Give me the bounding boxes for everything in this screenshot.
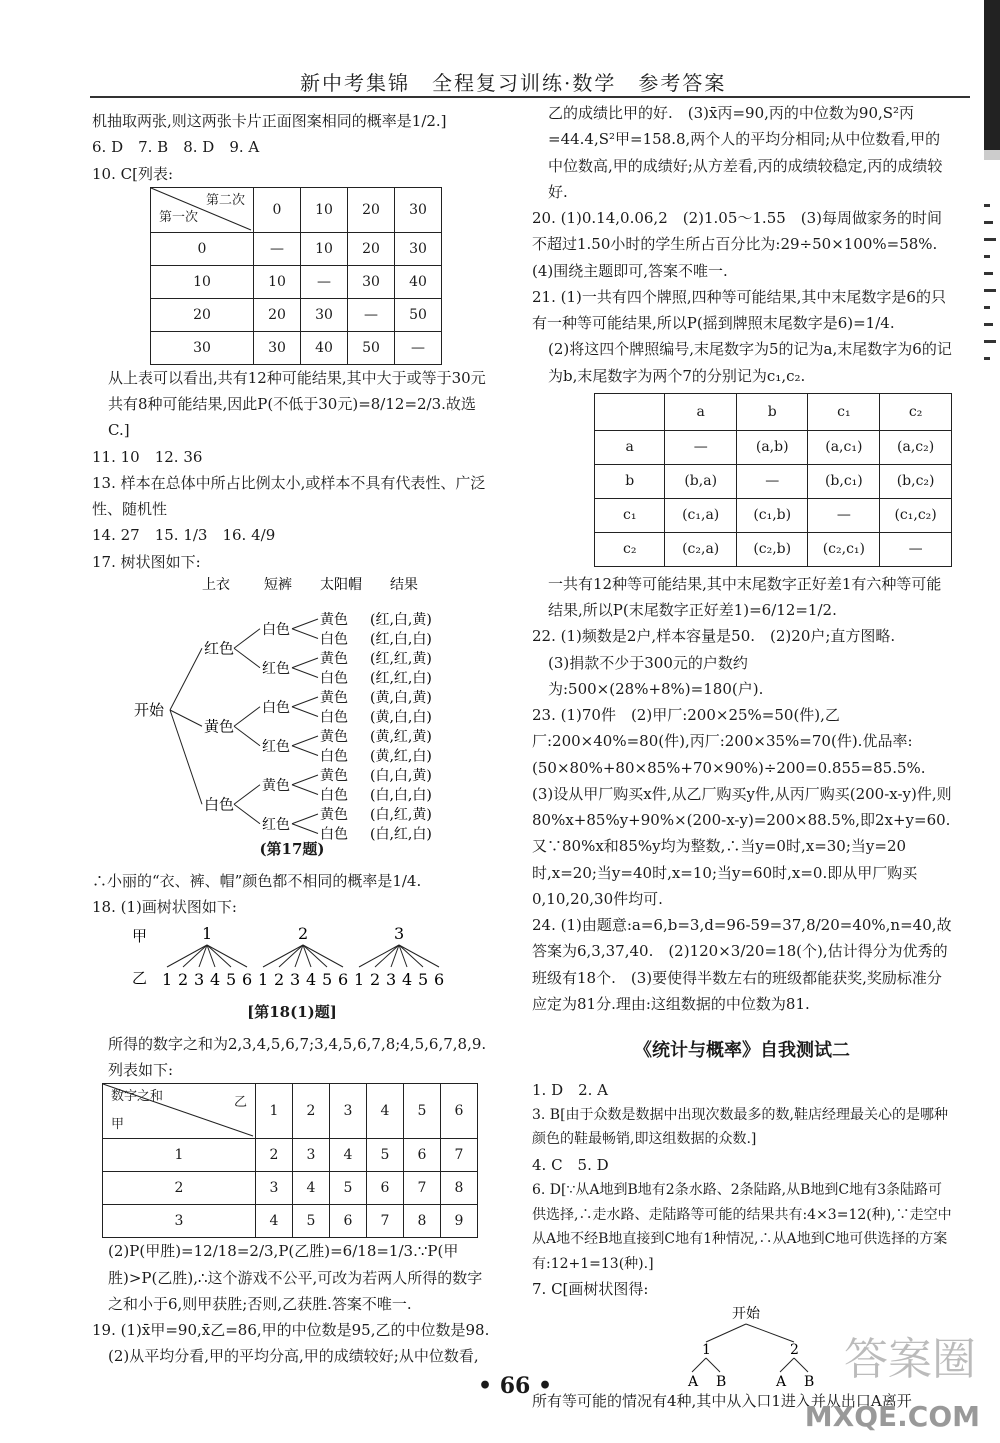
ans-6-9: 6. D 7. B 8. D 9. A — [92, 138, 260, 157]
tree17-level2: 红色 — [262, 660, 290, 677]
ans-22-3: (3)捐款不少于300元的户数约为:500×(28%+8%)=180(户). — [548, 653, 764, 698]
t10-cell: 40 — [301, 331, 348, 364]
tree18-yi: 乙 — [132, 968, 148, 987]
watermark-logo: 答案圈 — [844, 1334, 976, 1385]
t10-cell: 30 — [348, 265, 395, 298]
tree18-leaf: 6 — [338, 969, 349, 989]
t18-cell: 6 — [367, 1172, 404, 1205]
tree17-result: (红,红,白) — [370, 670, 432, 687]
ans-13: 13. 样本在总体中所占比例太小,或样本不具有代表性、广泛性、随机性 — [92, 473, 486, 518]
tree17-level3: 白色 — [320, 787, 348, 804]
t18-col: 4 — [367, 1084, 404, 1139]
t10-cell: 20 — [151, 298, 254, 331]
tree-branch — [292, 824, 318, 834]
table-q21 — [594, 393, 952, 567]
t21-col: a — [665, 393, 737, 430]
tree17-result: (黄,白,黄) — [370, 689, 432, 706]
t21-cell: (a,c₂) — [880, 430, 952, 464]
t21-cell: b — [595, 464, 665, 498]
tree17-level3: 白色 — [320, 709, 348, 726]
tree17-result: (黄,红,白) — [370, 748, 432, 765]
t10-head-left: 第一次 — [159, 210, 199, 225]
ans-18-2: (2)P(甲胜)=12/18=2/3,P(乙胜)=6/18=1/3.∵P(甲胜)>P(乙胜),∴这个游戏不公平,可改为若两人所得的数字之和小于6,则甲获胜;否则,乙获胜.答案不唯一. — [108, 1242, 483, 1313]
edge-mark — [984, 204, 990, 207]
t18-cell: 3 — [256, 1172, 293, 1205]
t18-cell: 4 — [330, 1139, 367, 1172]
left-column — [92, 108, 492, 1370]
table-q10-corner — [151, 187, 254, 232]
tree18-leaf: 4 — [306, 969, 317, 989]
ans-14-16: 14. 27 15. 1/3 16. 4/9 — [92, 526, 276, 545]
tree-branch — [234, 726, 260, 746]
ans-21-result: 一共有12种等可能结果,其中末尾数字正好差1有六种等可能结果,所以P(末尾数字正好差1)=6/12=1/2. — [548, 574, 942, 619]
edge-mark — [984, 255, 990, 258]
tree18-leaf: 3 — [290, 969, 301, 989]
tree-branch — [234, 707, 260, 727]
t21-cell: c₁ — [595, 498, 665, 532]
tree-branch — [234, 804, 260, 824]
ans-19-2: (2)从平均分看,甲的平均分高,甲的成绩较好;从中位数看, — [108, 1347, 479, 1366]
tree18-leaf: 6 — [242, 969, 253, 989]
t21-cell: — — [880, 532, 952, 566]
tree7-mid: 2 — [790, 1342, 799, 1359]
t10-cell: — — [254, 232, 301, 265]
t18-head-jia: 甲 — [111, 1116, 125, 1132]
edge-mark — [984, 221, 993, 224]
tree17-result: (黄,白,白) — [370, 709, 432, 726]
t10-col: 20 — [348, 187, 395, 232]
t10-cell: 30 — [254, 331, 301, 364]
tree18-leaf: 4 — [402, 969, 413, 989]
tree-branch — [706, 1324, 746, 1342]
t21-cell: (c₁,a) — [665, 498, 737, 532]
tree17-header: 结果 — [390, 576, 418, 593]
t18-head-yi: 乙 — [233, 1095, 247, 1111]
tree-branch — [234, 648, 260, 668]
t21-cell: — — [665, 430, 737, 464]
edge-mark — [984, 238, 996, 241]
tree7-leaf: B — [716, 1374, 727, 1391]
t18-cell: 8 — [404, 1205, 441, 1238]
tree18-leaf: 1 — [162, 969, 173, 989]
tree18-leaf: 3 — [386, 969, 397, 989]
tree17-header: 短裤 — [264, 576, 292, 593]
tree-branch — [292, 668, 318, 678]
t10-cell: 10 — [301, 232, 348, 265]
t18-cell: 7 — [441, 1139, 478, 1172]
tree17-result: (白,白,黄) — [370, 767, 432, 784]
tree-branch — [234, 785, 260, 805]
tree18-leaf: 5 — [322, 969, 333, 989]
tree18-leaf: 2 — [274, 969, 285, 989]
test2-ans-7-tail: 所有等可能的情况有4种,其中从入口1进入并从出口A离开 — [532, 1392, 912, 1411]
t10-cell: 30 — [301, 298, 348, 331]
tree17-result: (红,白,白) — [370, 631, 432, 648]
tree17-result: (红,红,黄) — [370, 650, 432, 667]
page-edge-tab — [984, 0, 1000, 160]
t18-col: 6 — [441, 1084, 478, 1139]
tree-branch — [746, 1324, 794, 1342]
tree18-top: 2 — [298, 923, 309, 943]
table-q18-corner — [103, 1084, 256, 1139]
t10-col: 0 — [254, 187, 301, 232]
tree-diagram-q17 — [92, 575, 492, 843]
tree18-top: 1 — [202, 923, 213, 943]
t21-cell: (a,b) — [736, 430, 808, 464]
tree18-leaf: 3 — [194, 969, 205, 989]
tree18-jia: 甲 — [132, 926, 148, 945]
t10-col: 10 — [301, 187, 348, 232]
edge-mark — [984, 289, 996, 292]
tree17-result: (白,白,白) — [370, 787, 432, 804]
t18-cell: 7 — [367, 1205, 404, 1238]
ans-10-explain: 从上表可以看出,共有12种可能结果,其中大于或等于30元共有8种可能结果,因此P(不低于30元)=8/12=2/3.故选C.] — [108, 368, 486, 440]
t21-col: b — [736, 393, 808, 430]
edge-mark — [984, 272, 993, 275]
edge-mark — [984, 306, 990, 309]
t18-cell: 8 — [441, 1172, 478, 1205]
tree17-header: 上衣 — [202, 576, 230, 593]
t18-cell: 3 — [103, 1205, 256, 1238]
tree18-leaf: 5 — [226, 969, 237, 989]
t21-col: c₂ — [880, 393, 952, 430]
t10-cell: — — [348, 298, 395, 331]
t10-cell: 10 — [254, 265, 301, 298]
t18-cell: 4 — [256, 1205, 293, 1238]
tree7-leaf: B — [804, 1374, 815, 1391]
tree17-level1: 白色 — [204, 795, 235, 813]
tree-branch — [292, 775, 318, 785]
t21-cell: (b,c₂) — [880, 464, 952, 498]
t18-cell: 6 — [404, 1139, 441, 1172]
t18-cell: 2 — [256, 1139, 293, 1172]
tree7-leaf: A — [688, 1374, 699, 1391]
tree-branch — [292, 697, 318, 707]
tree-branch — [292, 814, 318, 824]
tree18-top: 3 — [394, 923, 405, 943]
t18-cell: 4 — [293, 1172, 330, 1205]
ans-11-12: 11. 10 12. 36 — [92, 447, 203, 466]
t18-cell: 9 — [441, 1205, 478, 1238]
test2-ans-1-2: 1. D 2. A — [532, 1080, 609, 1099]
tree17-start: 开始 — [134, 700, 165, 719]
t18-cell: 5 — [330, 1172, 367, 1205]
t10-cell: 50 — [395, 298, 442, 331]
t21-cell: a — [595, 430, 665, 464]
table-q10 — [150, 187, 442, 365]
t21-col: c₁ — [808, 393, 880, 430]
page-number: • 66 • — [478, 1373, 553, 1399]
tree17-level3: 白色 — [320, 748, 348, 765]
section-title: 《统计与概率》自我测试二 — [634, 1040, 850, 1061]
tree-branch — [234, 629, 260, 649]
ans-22: 22. (1)频数是2户,样本容量是50. (2)20户;直方图略. — [532, 627, 896, 646]
edge-marks — [984, 190, 996, 374]
t21-cell: — — [808, 498, 880, 532]
t10-head-top: 第二次 — [205, 192, 245, 208]
tree18-leaf: 2 — [178, 969, 189, 989]
tree7-mid: 1 — [702, 1342, 711, 1359]
tree17-level3: 黄色 — [320, 767, 348, 784]
tree17-level3: 黄色 — [320, 689, 348, 706]
caption-q17: (第17题) — [259, 839, 325, 858]
t18-col: 5 — [404, 1084, 441, 1139]
tree17-result: (红,白,黄) — [370, 611, 432, 628]
test2-ans-4-5: 4. C 5. D — [532, 1155, 609, 1174]
tree18-leaf: 1 — [354, 969, 365, 989]
t21-cell: (c₂,a) — [665, 532, 737, 566]
tree17-result: (黄,红,黄) — [370, 728, 432, 745]
tree17-level3: 黄色 — [320, 806, 348, 823]
t18-cell: 2 — [103, 1172, 256, 1205]
t18-cell: 1 — [103, 1139, 256, 1172]
ans-23: 23. (1)70件 (2)甲厂:200×25%=50(件),乙厂:200×40%=80(件),丙厂:200×35%=70(件).优品率:(50×80%+80×85%+70×90%)÷200=0.855=85.5%. (3)设从甲厂购买x件,从乙厂购买y件,从丙厂购买(200-x-y)件,则80%x+85%y+90%×(200-x-y)=200×88.5%,即2x+y=60.又∵80%x和85%y均为整数,∴当y=0时,x=30;当y=20时,x=20;当y=40时,x=10;当y=60时,x=0.即从甲厂购买0,10,20,30件均可. — [532, 706, 952, 908]
tree17-level3: 白色 — [320, 631, 348, 648]
t10-cell: 0 — [151, 232, 254, 265]
tree-branch — [292, 785, 318, 795]
t10-cell: 10 — [151, 265, 254, 298]
tree-branch — [706, 1358, 720, 1372]
tree17-result: (白,红,黄) — [370, 806, 432, 823]
t18-cell: 7 — [404, 1172, 441, 1205]
ans-20: 20. (1)0.14,0.06,2 (2)1.05～1.55 (3)每周做家务的时间不超过1.50小时的学生所占百分比为:29÷50×100%=58%. (4)围绕主题即可,答案不唯一. — [532, 209, 953, 280]
tree18-leaf: 1 — [258, 969, 269, 989]
tree17-level3: 黄色 — [320, 728, 348, 745]
tree18-leaf: 2 — [370, 969, 381, 989]
tree-branch — [780, 1358, 794, 1372]
page-header: 新中考集锦 全程复习训练·数学 参考答案 — [300, 71, 727, 95]
tree17-level2: 黄色 — [262, 777, 290, 794]
ans-17: 17. 树状图如下: — [92, 552, 201, 571]
tree7-start: 开始 — [732, 1306, 760, 1323]
t10-cell: — — [395, 331, 442, 364]
t10-cell: 20 — [254, 298, 301, 331]
tree-branch — [292, 658, 318, 668]
edge-mark — [984, 357, 990, 360]
tree17-header: 太阳帽 — [320, 576, 362, 593]
t10-cell: 50 — [348, 331, 395, 364]
ans-9-tail: 机抽取两张,则这两张卡片正面图案相同的概率是1/2.] — [92, 112, 447, 130]
tree17-level2: 红色 — [262, 738, 290, 755]
t18-cell: 3 — [293, 1139, 330, 1172]
tree17-level3: 黄色 — [320, 611, 348, 628]
tree-branch — [292, 707, 318, 717]
tree17-level3: 白色 — [320, 670, 348, 687]
tree-diagram-q18 — [92, 921, 492, 993]
t21-cell: (c₂,c₁) — [808, 532, 880, 566]
t18-head-sum: 数字之和 — [111, 1089, 164, 1105]
t18-cell: 5 — [293, 1205, 330, 1238]
tree-branch — [292, 736, 318, 746]
t18-col: 2 — [293, 1084, 330, 1139]
tree17-level2: 红色 — [262, 816, 290, 833]
t21-cell: c₂ — [595, 532, 665, 566]
ans-21-1: 21. (1)一共有四个牌照,四种等可能结果,其中末尾数字是6的只有一种等可能结果,所以P(摇到牌照末尾数字是6)=1/4. — [532, 287, 946, 332]
ans-21-2: (2)将这四个牌照编号,末尾数字为5的记为a,末尾数字为6的记为b,末尾数字为两个7的分别记为c₁,c₂. — [548, 340, 952, 385]
tree-branch — [292, 619, 318, 629]
ans-10: 10. C[列表: — [92, 164, 174, 183]
t10-cell: 20 — [348, 232, 395, 265]
ans-24: 24. (1)由题意:a=6,b=3,d=96-59=37,8/20=40%,n=40,故答案为6,3,37,40. (2)120×3/20=18(个),估计得分为优秀的班级有18个. (3)要使得半数左右的班级都能获奖,奖励标准分应定为81分.理由:这组数据的中位数为81. — [532, 916, 952, 1013]
t10-cell: 30 — [151, 331, 254, 364]
tree17-level3: 黄色 — [320, 650, 348, 667]
tree17-level2: 白色 — [262, 621, 290, 638]
edge-mark — [984, 323, 993, 326]
header-rule — [90, 96, 970, 98]
edge-mark — [984, 340, 996, 343]
right-column — [532, 100, 952, 1415]
t10-col: 30 — [395, 187, 442, 232]
t18-col: 1 — [256, 1084, 293, 1139]
t21-cell: (c₁,b) — [736, 498, 808, 532]
test2-ans-7: 7. C[画树状图得: — [532, 1280, 649, 1298]
ans-18: 18. (1)画树状图如下: — [92, 898, 237, 917]
tree17-level1: 黄色 — [204, 717, 235, 735]
table-q18 — [102, 1083, 478, 1238]
page-edge-strip — [984, 150, 1000, 160]
t10-cell: — — [301, 265, 348, 298]
tree18-leaf: 5 — [418, 969, 429, 989]
tree17-level3: 白色 — [320, 826, 348, 843]
watermark-text: MXQE.COM — [804, 1400, 980, 1433]
t18-cell: 6 — [330, 1205, 367, 1238]
t21-cell: (c₁,c₂) — [880, 498, 952, 532]
t21-cell: (a,c₁) — [808, 430, 880, 464]
tree17-level2: 白色 — [262, 699, 290, 716]
t18-cell: 5 — [367, 1139, 404, 1172]
caption-q18: [第18(1)题] — [247, 1002, 337, 1021]
t21-cell: (b,c₁) — [808, 464, 880, 498]
test2-ans-3: 3. B[由于众数是数据中出现次数最多的数,鞋店经理最关心的是哪种颜色的鞋最畅销,即这组数据的众数.] — [532, 1106, 949, 1148]
tree18-leaf: 6 — [434, 969, 445, 989]
t21-cell: — — [736, 464, 808, 498]
ans-19-1: 19. (1)x̄甲=90,x̄乙=86,甲的中位数是95,乙的中位数是98. — [92, 1321, 490, 1339]
tree-branch — [170, 648, 202, 710]
tree17-level1: 红色 — [204, 639, 235, 657]
t10-cell: 30 — [395, 232, 442, 265]
tree18-leaf: 4 — [210, 969, 221, 989]
t21-corner — [595, 393, 665, 430]
test2-ans-6: 6. D[∵从A地到B地有2条水路、2条陆路,从B地到C地有3条陆路可供选择,∴走水路、走陆路等可能的结果共有:4×3=12(种),∵走空中从A地不经B地直接到C地有1种情况,∴从A地到C地可供选择的方案有:12+1=13(种).] — [532, 1182, 952, 1272]
t21-cell: (c₂,b) — [736, 532, 808, 566]
t10-cell: 40 — [395, 265, 442, 298]
tree-branch — [292, 746, 318, 756]
ans-19-3: 乙的成绩比甲的好. (3)x̄丙=90,丙的中位数为90,S²丙=44.4,S²甲=158.8,两个人的平均分相同;从中位数看,甲的中位数高,甲的成绩好;从方差看,丙的成绩较稳定,丙的成绩较好. — [548, 104, 943, 201]
tree-branch — [692, 1358, 706, 1372]
tree-branch — [794, 1358, 808, 1372]
tree-branch — [292, 629, 318, 639]
tree17-result: (白,红,白) — [370, 826, 432, 843]
tree7-leaf: A — [776, 1374, 787, 1391]
t18-col: 3 — [330, 1084, 367, 1139]
ans-18-sums: 所得的数字之和为2,3,4,5,6,7;3,4,5,6,7,8;4,5,6,7,8,9.列表如下: — [108, 1034, 487, 1079]
t21-cell: (b,a) — [665, 464, 737, 498]
ans-17-result: ∴小丽的“衣、裤、帽”颜色都不相同的概率是1/4. — [92, 872, 422, 890]
